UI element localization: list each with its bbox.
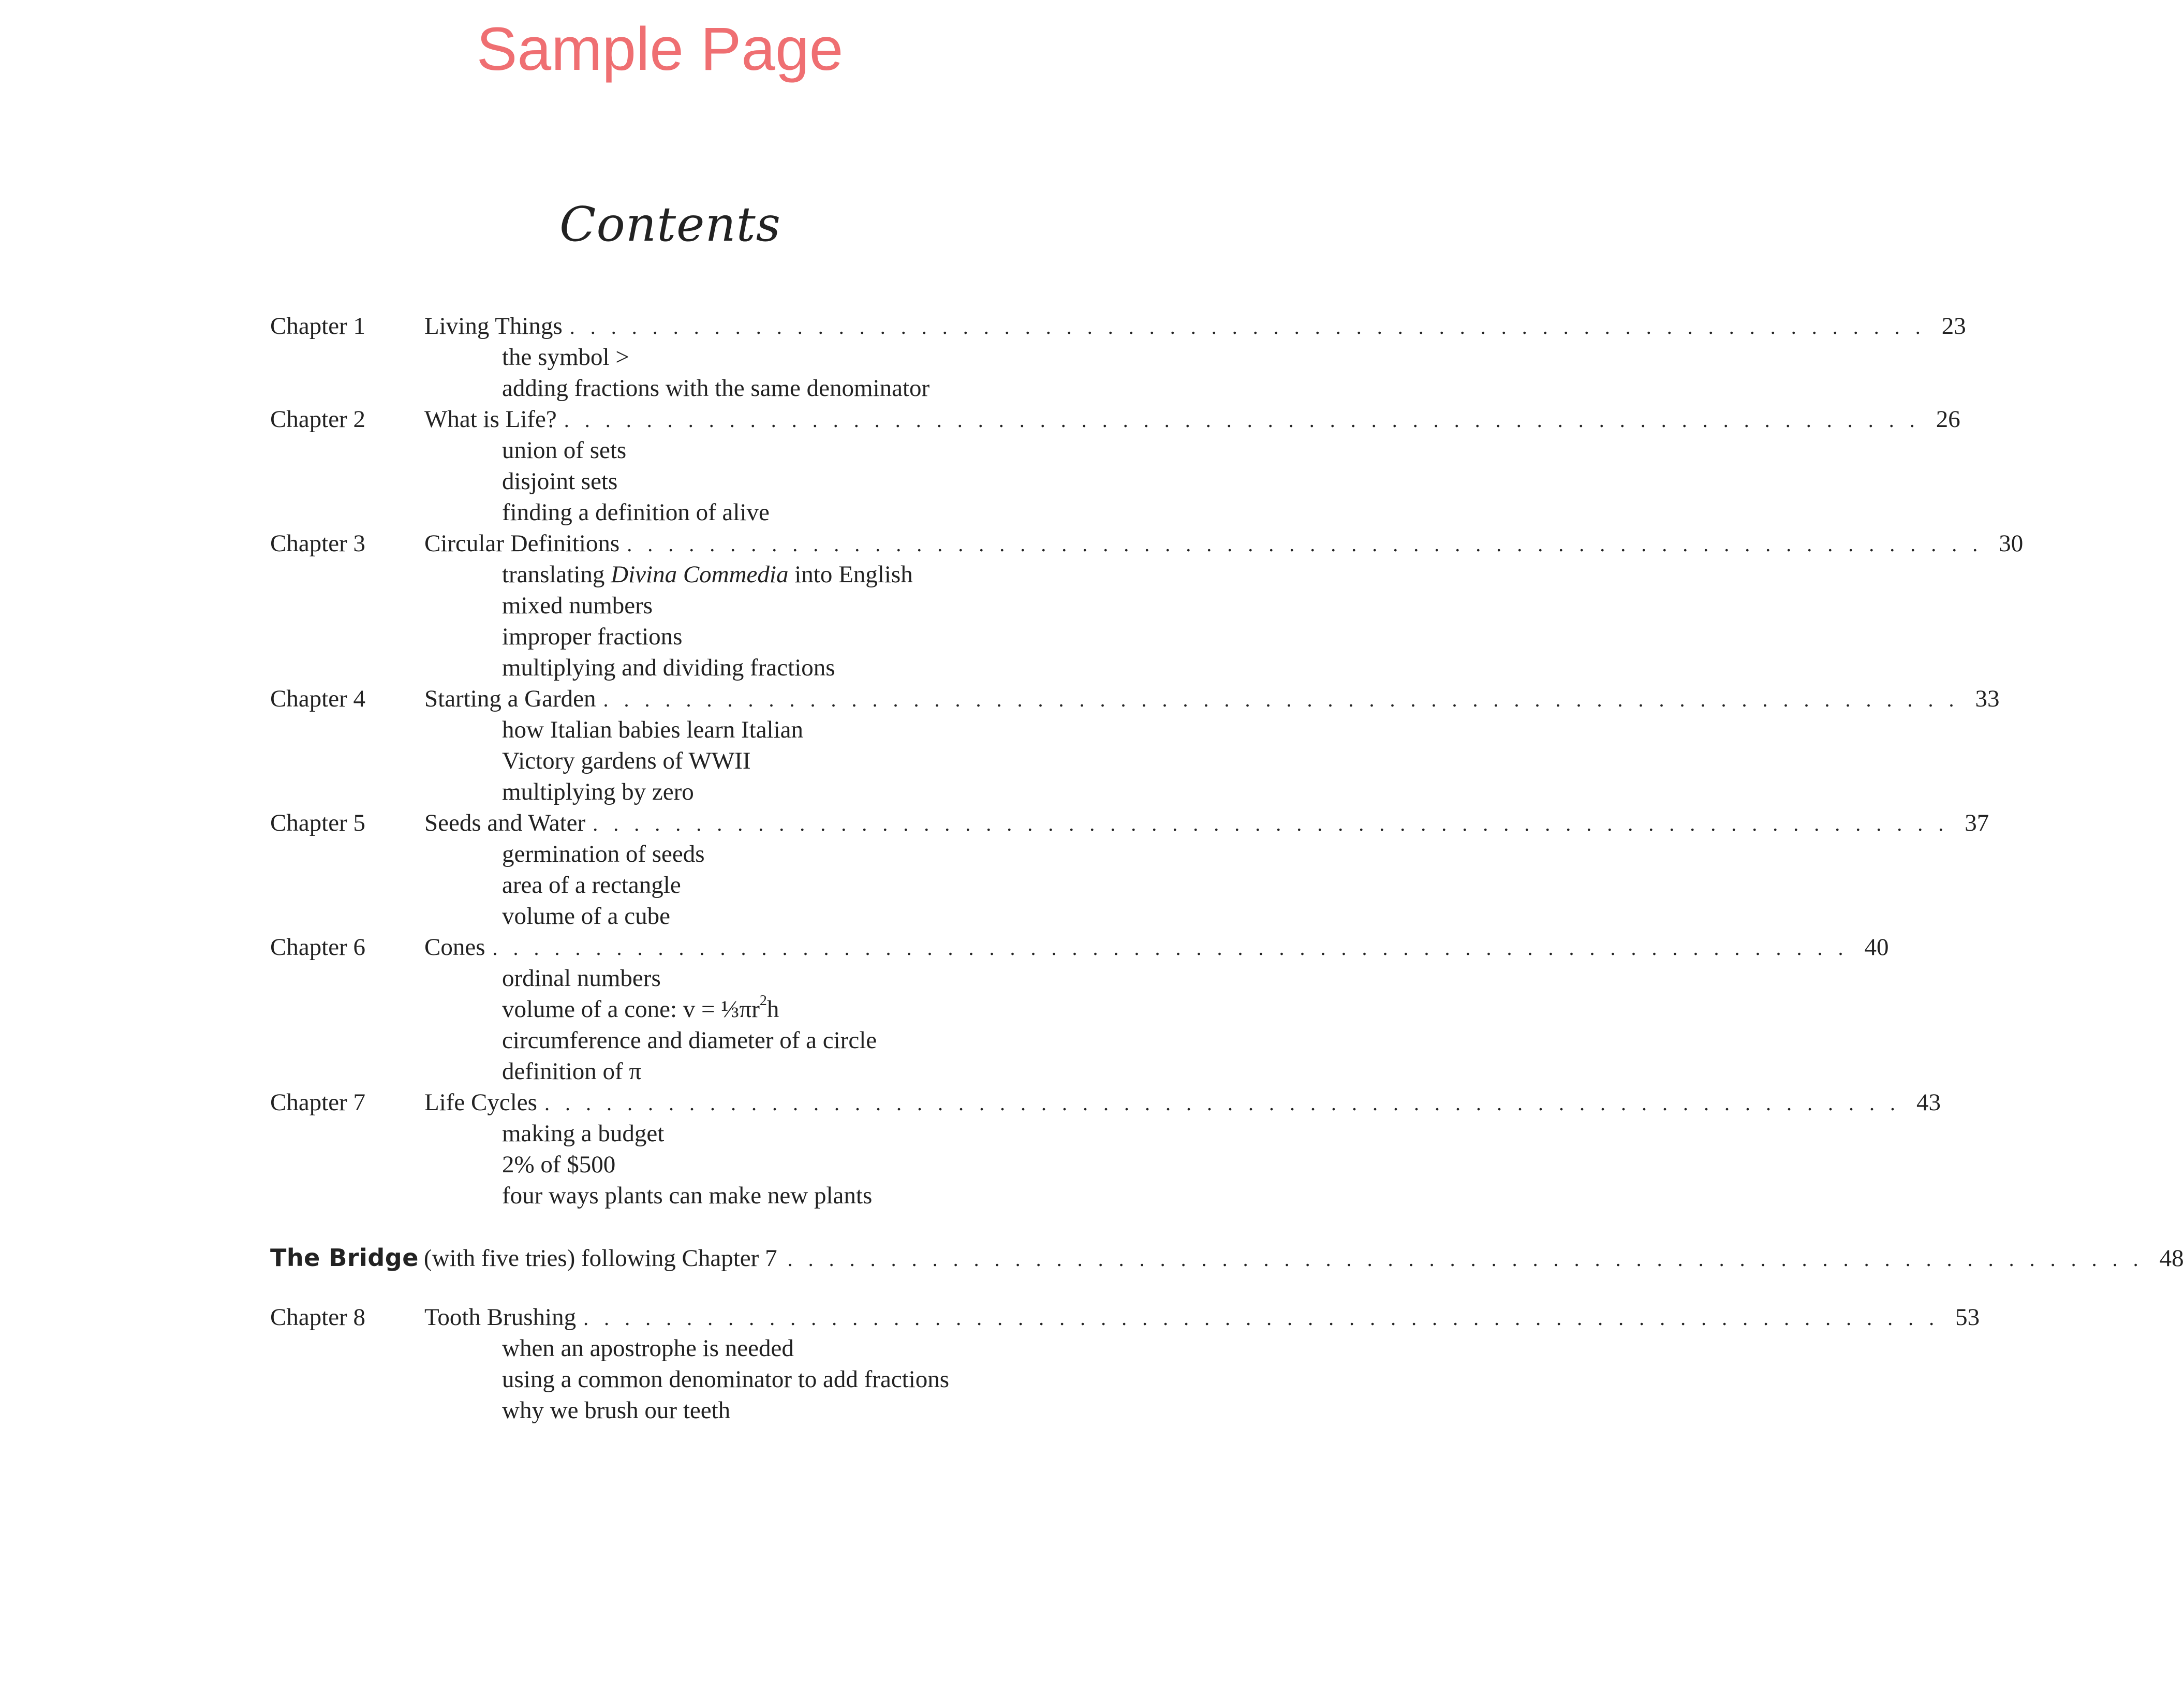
chapter-label: Chapter 4	[270, 685, 366, 712]
toc-entry-chapter-3[interactable]	[270, 528, 2024, 559]
topic-item: disjoint sets	[502, 468, 618, 495]
book-title-italic: Divina Commedia	[611, 561, 789, 588]
topic-item: multiplying by zero	[502, 778, 694, 805]
chapter-title: What is Life?	[424, 406, 557, 433]
topic-item: how Italian babies learn Italian	[502, 716, 804, 743]
topic-item: improper fractions	[502, 623, 683, 650]
topic-item: why we brush our teeth	[502, 1397, 731, 1424]
topic-item: Victory gardens of WWII	[502, 747, 751, 774]
toc-entry-chapter-1[interactable]	[270, 311, 1966, 342]
topic-item: definition of π	[502, 1058, 642, 1085]
chapter-title: Tooth Brushing	[424, 1304, 577, 1331]
topic-item: area of a rectangle	[502, 872, 681, 899]
dot-leader: . . . . . . . . . . . . . . . . . . . . . . . . . . . . . . . . . . . . . . . . . . . . . . . . . . . . . . . . . . . . . . . . . .	[583, 1306, 1940, 1330]
topic-item: multiplying and dividing fractions	[502, 654, 835, 681]
chapter-label: Chapter 1	[270, 313, 366, 340]
dot-leader: . . . . . . . . . . . . . . . . . . . . . . . . . . . . . . . . . . . . . . . . . . . . . . . . . . . . . . . . . . . . . . . . . .	[603, 688, 1959, 711]
topic-item: the symbol >	[502, 344, 629, 371]
page-number: 33	[1975, 685, 2000, 712]
topic-item: mixed numbers	[502, 592, 653, 619]
chapter-title: Life Cycles	[424, 1089, 537, 1116]
contents-heading: Contents	[559, 197, 781, 252]
topic-item: when an apostrophe is needed	[502, 1335, 794, 1362]
bridge-subtitle: (with five tries) following Chapter 7	[423, 1245, 777, 1272]
chapter-label: Chapter 3	[270, 530, 366, 557]
dot-leader: . . . . . . . . . . . . . . . . . . . . . . . . . . . . . . . . . . . . . . . . . . . . . . . . . . . . . . . . . . . . . . . . . .	[564, 408, 1920, 432]
page-number: 40	[1864, 934, 1889, 961]
topic-item: germination of seeds	[502, 841, 705, 867]
dot-leader: . . . . . . . . . . . . . . . . . . . . . . . . . . . . . . . . . . . . . . . . . . . . . . . . . . . . . . . . . . . . . . . . . .	[787, 1247, 2144, 1271]
toc-entry-chapter-6[interactable]	[270, 932, 1889, 963]
chapter-label: Chapter 8	[270, 1304, 366, 1331]
table-of-contents	[270, 311, 2184, 1426]
chapter-title: Cones	[424, 934, 485, 961]
topic-item: using a common denominator to add fractions	[502, 1366, 950, 1393]
chapter-label: Chapter 7	[270, 1089, 366, 1116]
topic-item: four ways plants can make new plants	[502, 1182, 873, 1209]
page-number: 43	[1916, 1089, 1941, 1116]
toc-entry-the-bridge[interactable]	[270, 1242, 2184, 1273]
topic-item: making a budget	[502, 1120, 665, 1147]
topic-item-formula: volume of a cone: $v = \frac{1}{3}\pi r^2h$	[502, 993, 779, 1023]
chapter-title: Starting a Garden	[424, 685, 596, 712]
chapter-label: Chapter 6	[270, 934, 366, 961]
dot-leader: . . . . . . . . . . . . . . . . . . . . . . . . . . . . . . . . . . . . . . . . . . . . . . . . . . . . . . . . . . . . . . . . . .	[627, 533, 1983, 556]
bridge-title: The Bridge	[270, 1244, 419, 1272]
topic-item: 2% of $500	[502, 1151, 616, 1178]
toc-entry-chapter-5[interactable]	[270, 807, 1989, 838]
page-number: 48	[2159, 1245, 2184, 1272]
sample-page-watermark: Sample Page	[476, 15, 844, 83]
toc-entry-chapter-8[interactable]	[270, 1302, 1980, 1333]
page-number: 53	[1955, 1304, 1980, 1331]
dot-leader: . . . . . . . . . . . . . . . . . . . . . . . . . . . . . . . . . . . . . . . . . . . . . . . . . . . . . . . . . . . . . . . . . .	[492, 936, 1849, 960]
toc-entry-chapter-2[interactable]	[270, 404, 1960, 435]
page-number: 30	[1999, 530, 2024, 557]
chapter-label: Chapter 2	[270, 406, 366, 433]
dot-leader: . . . . . . . . . . . . . . . . . . . . . . . . . . . . . . . . . . . . . . . . . . . . . . . . . . . . . . . . . . . . . . . . . .	[569, 315, 1926, 338]
topic-item: ordinal numbers	[502, 965, 661, 992]
dot-leader: . . . . . . . . . . . . . . . . . . . . . . . . . . . . . . . . . . . . . . . . . . . . . . . . . . . . . . . . . . . . . . . . . .	[544, 1092, 1900, 1115]
topic-item: finding a definition of alive	[502, 499, 770, 526]
page-number: 23	[1941, 313, 1966, 340]
topic-item: adding fractions with the same denominator	[502, 375, 930, 402]
chapter-title: Circular Definitions	[424, 530, 620, 557]
topic-item: translating Divina Commedia into English	[502, 561, 913, 588]
chapter-title: Seeds and Water	[424, 809, 586, 836]
toc-entry-chapter-7[interactable]	[270, 1087, 1941, 1118]
chapter-label: Chapter 5	[270, 809, 366, 836]
page-number: 26	[1936, 406, 1960, 433]
chapter-title: Living Things	[424, 313, 563, 340]
topic-item: volume of a cube	[502, 903, 670, 930]
page-number: 37	[1965, 809, 1989, 836]
toc-entry-chapter-4[interactable]	[270, 683, 2000, 714]
dot-leader: . . . . . . . . . . . . . . . . . . . . . . . . . . . . . . . . . . . . . . . . . . . . . . . . . . . . . . . . . . . . . . . . . .	[593, 812, 1949, 835]
topic-item: circumference and diameter of a circle	[502, 1027, 877, 1054]
topic-item: union of sets	[502, 437, 627, 464]
